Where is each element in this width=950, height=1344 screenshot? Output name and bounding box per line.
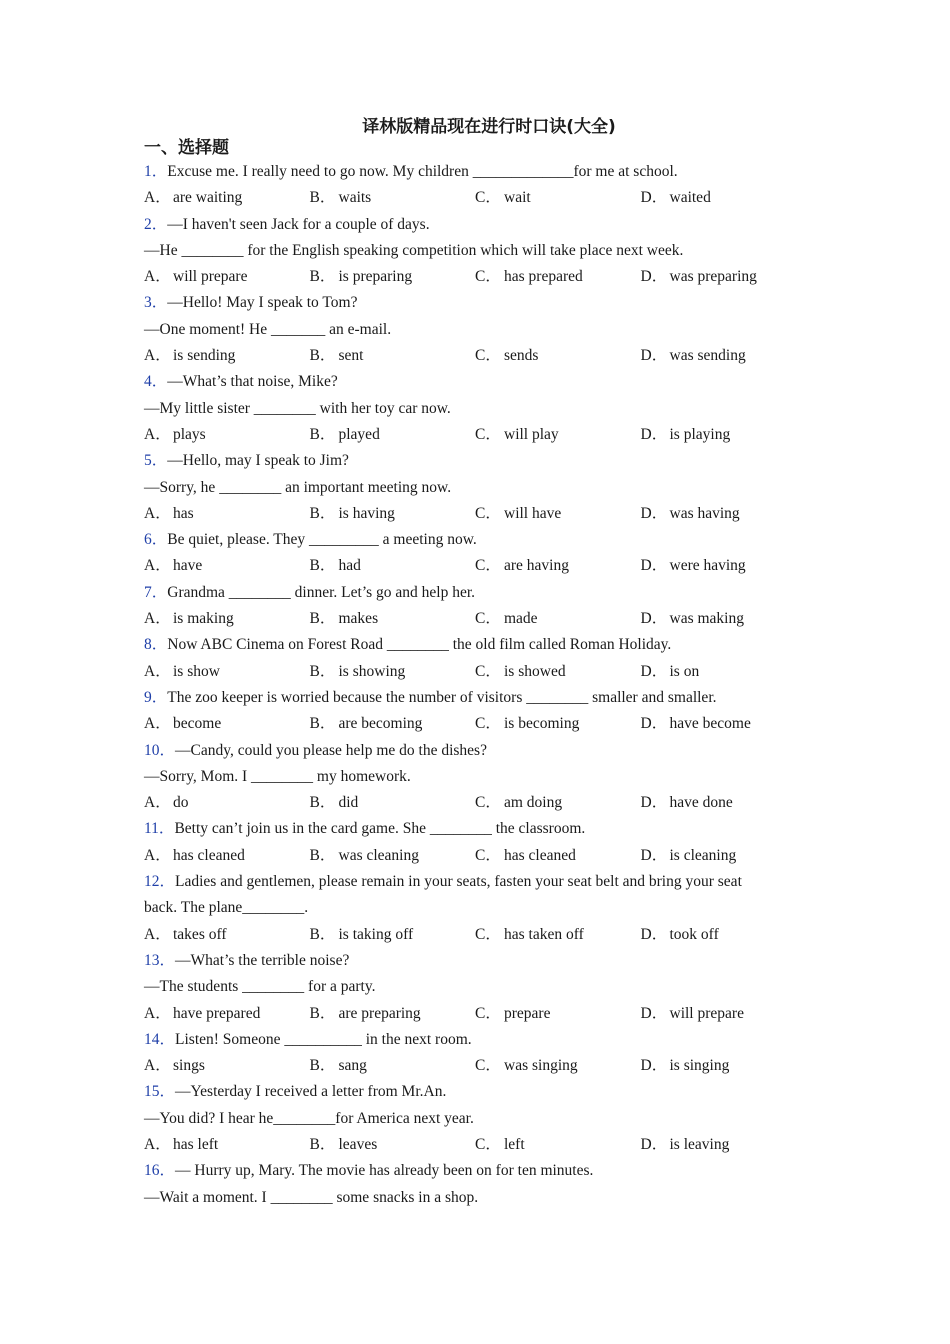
option-label: B．	[309, 1057, 336, 1075]
option-label: B．	[309, 794, 336, 812]
option-label: C．	[475, 557, 501, 575]
option-label: A．	[144, 1004, 171, 1022]
question-text: —Sorry, he ________ an important meeting now.	[144, 478, 452, 496]
option-label: C．	[475, 425, 501, 443]
question-item	[144, 448, 804, 527]
question-text: Be quiet, please. They _________ a meeting now.	[167, 531, 477, 549]
answer-option[interactable]	[144, 422, 310, 448]
question-list	[144, 159, 804, 1211]
option-text: have prepared	[173, 1004, 261, 1022]
option-text: makes	[338, 610, 379, 628]
answer-option[interactable]	[641, 922, 807, 948]
answer-option[interactable]	[310, 1053, 476, 1079]
option-label: A．	[144, 662, 171, 680]
answer-option[interactable]	[144, 553, 310, 579]
options-row	[144, 185, 804, 211]
question-line	[144, 1185, 804, 1211]
option-text: is taking off	[338, 925, 414, 943]
option-label: D．	[640, 425, 668, 443]
question-number: 8．	[144, 636, 168, 654]
option-label: B．	[309, 347, 336, 365]
answer-option[interactable]	[144, 185, 310, 211]
question-text: —My little sister ________ with her toy car now.	[144, 399, 451, 417]
option-text: will prepare	[173, 268, 248, 286]
answer-option[interactable]	[310, 343, 476, 369]
question-item	[144, 738, 804, 817]
option-text: become	[173, 715, 222, 733]
options-row	[144, 606, 804, 632]
question-line	[144, 317, 804, 343]
question-number: 11．	[144, 820, 175, 838]
option-text: played	[338, 425, 380, 443]
question-stem	[144, 290, 804, 316]
answer-option[interactable]	[310, 501, 476, 527]
answer-option[interactable]	[310, 790, 476, 816]
option-label: C．	[475, 1004, 501, 1022]
option-text: was singing	[504, 1057, 578, 1075]
option-text: sings	[173, 1057, 205, 1075]
answer-option[interactable]	[475, 1053, 641, 1079]
option-text: plays	[173, 425, 206, 443]
question-number: 1．	[144, 163, 168, 180]
option-text: has left	[173, 1135, 219, 1153]
answer-option[interactable]	[641, 1132, 807, 1158]
question-number: 12．	[144, 873, 176, 891]
question-text: The zoo keeper is worried because the number of visitors ________ smaller and smaller.	[167, 688, 717, 706]
question-item	[144, 869, 804, 948]
option-text: sends	[504, 347, 539, 365]
option-label: B．	[309, 610, 336, 628]
answer-option[interactable]	[475, 790, 641, 816]
option-text: wait	[504, 189, 531, 207]
option-text: is preparing	[338, 268, 413, 286]
option-label: C．	[475, 610, 501, 628]
option-label: D．	[640, 557, 668, 575]
option-label: C．	[475, 662, 501, 680]
question-text: —One moment! He _______ an e-mail.	[144, 320, 392, 338]
option-text: is making	[173, 610, 234, 628]
question-stem	[144, 212, 804, 238]
option-label: A．	[144, 715, 171, 733]
question-text: —Hello, may I speak to Jim?	[167, 452, 349, 470]
option-label: D．	[640, 504, 668, 522]
answer-option[interactable]	[144, 343, 310, 369]
answer-option[interactable]	[310, 922, 476, 948]
options-row	[144, 1053, 804, 1079]
answer-option[interactable]	[310, 711, 476, 737]
option-text: have become	[669, 715, 751, 733]
question-text: Now ABC Cinema on Forest Road ________ the old film called Roman Holiday.	[167, 636, 672, 654]
answer-option[interactable]	[475, 185, 641, 211]
option-label: A．	[144, 794, 171, 812]
option-text: is show	[173, 662, 220, 680]
question-text: Ladies and gentlemen, please remain in your seats, fasten your seat belt and bring your seat	[175, 873, 742, 891]
answer-option[interactable]	[475, 553, 641, 579]
option-text: is cleaning	[669, 846, 737, 864]
option-text: sang	[338, 1057, 367, 1075]
options-row	[144, 501, 804, 527]
option-text: has	[173, 504, 194, 522]
question-number: 13．	[144, 951, 176, 969]
option-label: C．	[475, 504, 501, 522]
option-text: has prepared	[504, 268, 583, 286]
answer-option[interactable]	[641, 422, 807, 448]
option-label: D．	[640, 1004, 668, 1022]
option-label: D．	[640, 662, 668, 680]
answer-option[interactable]	[144, 1132, 310, 1158]
document-page	[144, 116, 804, 1211]
answer-option[interactable]	[310, 185, 476, 211]
option-label: C．	[475, 846, 501, 864]
option-text: is having	[338, 504, 395, 522]
option-text: is playing	[669, 425, 731, 443]
option-label: A．	[144, 846, 171, 864]
option-label: A．	[144, 504, 171, 522]
options-row	[144, 711, 804, 737]
question-number: 10．	[144, 741, 176, 759]
page-title: 译林版精品现在进行时口诀(大全)	[362, 117, 616, 137]
options-row	[144, 843, 804, 869]
option-text: are having	[504, 557, 569, 575]
question-text: —Yesterday I received a letter from Mr.An.	[175, 1083, 447, 1101]
question-number: 16．	[144, 1162, 176, 1180]
question-number: 6．	[144, 531, 168, 549]
option-label: B．	[309, 189, 336, 207]
answer-option[interactable]	[475, 711, 641, 737]
answer-option[interactable]	[475, 422, 641, 448]
answer-option[interactable]	[310, 843, 476, 869]
answer-option[interactable]	[310, 1001, 476, 1027]
question-item	[144, 816, 804, 869]
answer-option[interactable]	[310, 264, 476, 290]
option-label: B．	[309, 557, 336, 575]
options-row	[144, 790, 804, 816]
question-item	[144, 1158, 804, 1211]
answer-option[interactable]	[475, 922, 641, 948]
option-text: are waiting	[173, 189, 243, 207]
option-text: am doing	[504, 794, 563, 812]
answer-option[interactable]	[144, 501, 310, 527]
option-label: A．	[144, 925, 171, 943]
question-number: 4．	[144, 373, 168, 391]
answer-option[interactable]	[475, 1001, 641, 1027]
answer-option[interactable]	[475, 501, 641, 527]
answer-option[interactable]	[641, 711, 807, 737]
question-item	[144, 948, 804, 1027]
option-label: A．	[144, 557, 171, 575]
option-label: C．	[475, 268, 501, 286]
question-stem	[144, 527, 804, 553]
option-text: is becoming	[504, 715, 580, 733]
option-label: B．	[309, 662, 336, 680]
option-text: are becoming	[338, 715, 423, 733]
question-stem	[144, 948, 804, 974]
option-text: left	[504, 1135, 525, 1153]
options-row	[144, 553, 804, 579]
answer-option[interactable]	[144, 606, 310, 632]
option-text: has cleaned	[173, 846, 245, 864]
question-text: —The students ________ for a party.	[144, 978, 376, 996]
option-label: B．	[309, 715, 336, 733]
question-line	[144, 974, 804, 1000]
option-label: D．	[640, 1057, 668, 1075]
question-stem	[144, 159, 804, 185]
option-text: was making	[669, 610, 744, 628]
question-stem	[144, 685, 804, 711]
option-text: is showed	[504, 662, 566, 680]
question-text: Grandma ________ dinner. Let’s go and help her.	[167, 583, 476, 601]
option-label: C．	[475, 715, 501, 733]
question-text: —He ________ for the English speaking competition which will take place next week.	[144, 241, 684, 259]
question-number: 5．	[144, 452, 168, 470]
option-label: C．	[475, 1057, 501, 1075]
option-label: D．	[640, 925, 668, 943]
answer-option[interactable]	[641, 501, 807, 527]
question-text: —Wait a moment. I ________ some snacks in a shop.	[144, 1188, 479, 1206]
option-text: took off	[669, 925, 719, 943]
option-text: waited	[669, 189, 711, 207]
answer-option[interactable]	[641, 790, 807, 816]
question-text: Betty can’t join us in the card game. She ________ the classroom.	[174, 820, 586, 838]
question-stem	[144, 632, 804, 658]
answer-option[interactable]	[144, 659, 310, 685]
question-stem	[144, 869, 804, 895]
question-number: 3．	[144, 294, 168, 312]
option-text: is showing	[338, 662, 406, 680]
answer-option[interactable]	[310, 422, 476, 448]
question-text: — Hurry up, Mary. The movie has already been on for ten minutes.	[175, 1162, 594, 1180]
option-label: B．	[309, 425, 336, 443]
option-text: is sending	[173, 347, 236, 365]
option-label: D．	[640, 610, 668, 628]
option-label: A．	[144, 1057, 171, 1075]
option-text: has cleaned	[504, 846, 576, 864]
answer-option[interactable]	[475, 606, 641, 632]
answer-option[interactable]	[641, 1053, 807, 1079]
answer-option[interactable]	[144, 1001, 310, 1027]
question-item	[144, 212, 804, 291]
question-stem	[144, 1079, 804, 1105]
question-line	[144, 396, 804, 422]
option-text: prepare	[504, 1004, 551, 1022]
answer-option[interactable]	[641, 185, 807, 211]
question-number: 2．	[144, 215, 168, 233]
option-label: A．	[144, 268, 171, 286]
option-text: was preparing	[669, 268, 757, 286]
question-number: 9．	[144, 688, 168, 706]
option-text: was cleaning	[338, 846, 419, 864]
option-text: has taken off	[504, 925, 584, 943]
option-label: A．	[144, 347, 171, 365]
option-text: waits	[338, 189, 372, 207]
option-label: A．	[144, 189, 171, 207]
answer-option[interactable]	[310, 606, 476, 632]
question-item	[144, 685, 804, 738]
question-text: —Candy, could you please help me do the dishes?	[175, 741, 487, 759]
answer-option[interactable]	[310, 1132, 476, 1158]
options-row	[144, 1001, 804, 1027]
answer-option[interactable]	[144, 843, 310, 869]
answer-option[interactable]	[641, 343, 807, 369]
question-text: —Sorry, Mom. I ________ my homework.	[144, 767, 411, 785]
question-line	[144, 1106, 804, 1132]
question-text: back. The plane________.	[144, 899, 309, 917]
option-label: D．	[640, 794, 668, 812]
option-label: B．	[309, 925, 336, 943]
answer-option[interactable]	[144, 790, 310, 816]
options-row	[144, 343, 804, 369]
question-text: —You did? I hear he________for America next year.	[144, 1109, 474, 1127]
question-line	[144, 764, 804, 790]
option-text: did	[338, 794, 359, 812]
option-text: will prepare	[669, 1004, 744, 1022]
answer-option[interactable]	[641, 264, 807, 290]
option-label: A．	[144, 610, 171, 628]
options-row	[144, 264, 804, 290]
option-label: D．	[640, 189, 668, 207]
section-heading: 一、选择题	[144, 138, 229, 158]
option-label: C．	[475, 189, 501, 207]
option-text: takes off	[173, 925, 227, 943]
question-text: —What’s the terrible noise?	[175, 951, 350, 969]
question-text: —I haven't seen Jack for a couple of days.	[167, 215, 430, 233]
option-text: have done	[669, 794, 733, 812]
option-text: made	[504, 610, 538, 628]
question-stem	[144, 738, 804, 764]
option-text: is singing	[669, 1057, 730, 1075]
question-number: 15．	[144, 1083, 176, 1101]
option-text: had	[338, 557, 361, 575]
question-stem	[144, 448, 804, 474]
option-label: D．	[640, 347, 668, 365]
answer-option[interactable]	[475, 659, 641, 685]
option-label: D．	[640, 715, 668, 733]
option-text: are preparing	[338, 1004, 421, 1022]
option-label: C．	[475, 1135, 501, 1153]
answer-option[interactable]	[144, 922, 310, 948]
question-number: 14．	[144, 1030, 176, 1048]
option-label: D．	[640, 1135, 668, 1153]
options-row	[144, 1132, 804, 1158]
option-label: C．	[475, 794, 501, 812]
question-item	[144, 159, 804, 212]
option-label: C．	[475, 925, 501, 943]
answer-option[interactable]	[641, 553, 807, 579]
option-text: do	[173, 794, 189, 812]
question-text: Listen! Someone __________ in the next room.	[175, 1030, 472, 1048]
options-row	[144, 422, 804, 448]
option-text: was having	[669, 504, 740, 522]
question-stem	[144, 1027, 804, 1053]
option-text: leaves	[338, 1135, 378, 1153]
question-item	[144, 580, 804, 633]
option-label: A．	[144, 1135, 171, 1153]
answer-option[interactable]	[641, 606, 807, 632]
option-label: B．	[309, 1135, 336, 1153]
question-number: 7．	[144, 583, 168, 601]
answer-option[interactable]	[475, 843, 641, 869]
options-row	[144, 659, 804, 685]
question-text: Excuse me. I really need to go now. My children _____________for me at school.	[167, 163, 678, 180]
question-item	[144, 632, 804, 685]
option-text: will have	[504, 504, 562, 522]
answer-option[interactable]	[144, 264, 310, 290]
question-line	[144, 895, 804, 921]
option-label: D．	[640, 846, 668, 864]
question-item	[144, 1079, 804, 1158]
option-label: A．	[144, 425, 171, 443]
answer-option[interactable]	[310, 659, 476, 685]
option-text: will play	[504, 425, 559, 443]
question-stem	[144, 1158, 804, 1184]
question-stem	[144, 816, 804, 842]
option-text: sent	[338, 347, 364, 365]
answer-option[interactable]	[144, 1053, 310, 1079]
answer-option[interactable]	[641, 1001, 807, 1027]
question-line	[144, 238, 804, 264]
question-line	[144, 475, 804, 501]
question-stem	[144, 580, 804, 606]
option-label: C．	[475, 347, 501, 365]
question-item	[144, 369, 804, 448]
options-row	[144, 922, 804, 948]
answer-option[interactable]	[310, 553, 476, 579]
question-text: —What’s that noise, Mike?	[167, 373, 338, 391]
question-stem	[144, 369, 804, 395]
answer-option[interactable]	[641, 659, 807, 685]
option-label: B．	[309, 268, 336, 286]
option-label: B．	[309, 1004, 336, 1022]
option-text: is leaving	[669, 1135, 730, 1153]
option-label: D．	[640, 268, 668, 286]
option-text: is on	[669, 662, 700, 680]
answer-option[interactable]	[144, 711, 310, 737]
answer-option[interactable]	[475, 1132, 641, 1158]
option-text: were having	[669, 557, 746, 575]
question-item	[144, 290, 804, 369]
answer-option[interactable]	[475, 264, 641, 290]
option-label: B．	[309, 846, 336, 864]
question-item	[144, 527, 804, 580]
answer-option[interactable]	[475, 343, 641, 369]
question-item	[144, 1027, 804, 1080]
question-text: —Hello! May I speak to Tom?	[167, 294, 358, 312]
option-label: B．	[309, 504, 336, 522]
option-text: have	[173, 557, 203, 575]
option-text: was sending	[669, 347, 746, 365]
answer-option[interactable]	[641, 843, 807, 869]
